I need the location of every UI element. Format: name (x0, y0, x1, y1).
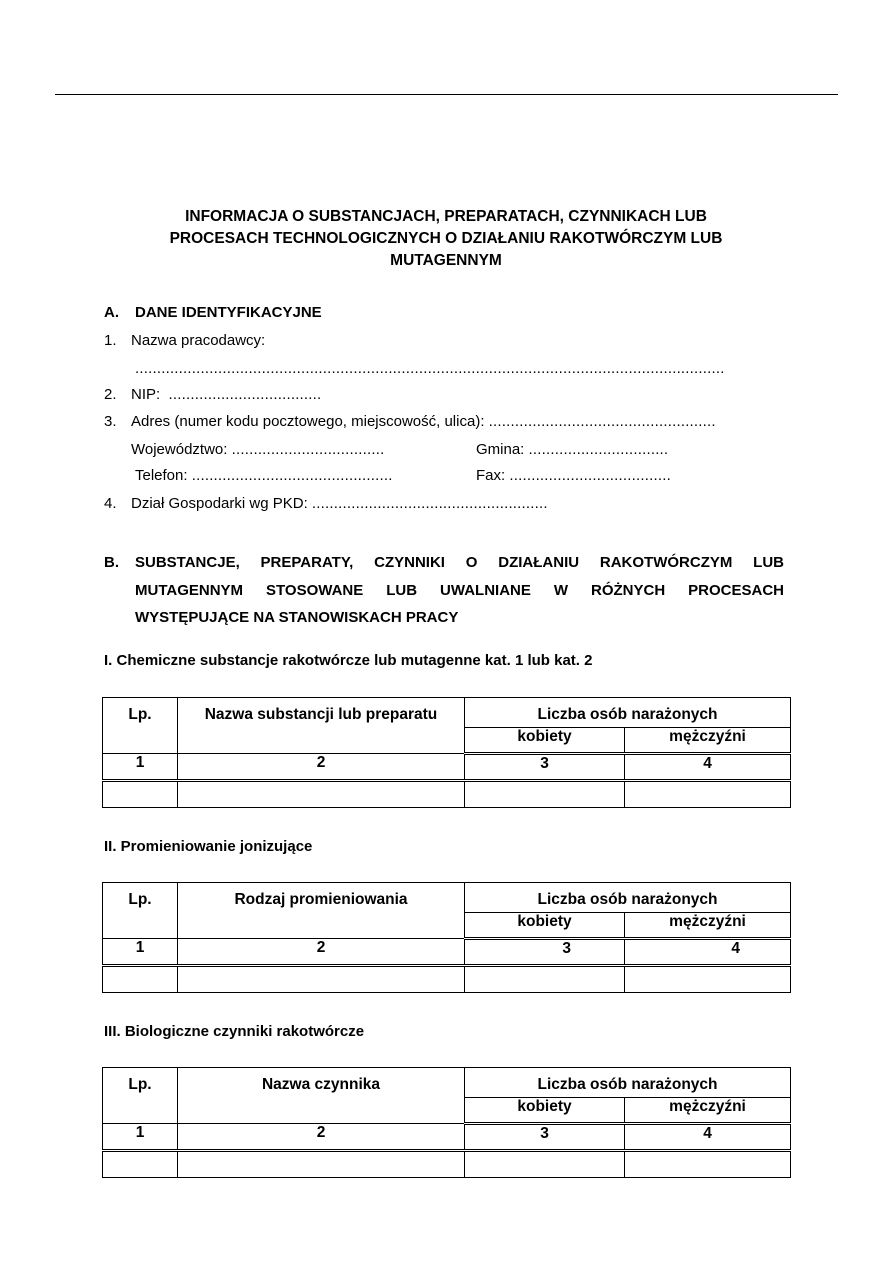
document-title (110, 206, 782, 272)
item-number: 3. (104, 413, 117, 430)
section-title: DANE IDENTYFIKACYJNE (135, 304, 322, 321)
cell-lp[interactable] (103, 966, 178, 993)
col-header-lp: Lp. (103, 698, 178, 754)
cell-lp[interactable] (103, 781, 178, 808)
header-rule (55, 94, 838, 95)
col-header-men: mężczyźni (625, 913, 791, 939)
col-header-lp: Lp. (103, 1068, 178, 1124)
nip-field[interactable]: ................................... (168, 386, 322, 403)
column-index: 4 (625, 754, 791, 781)
column-index: 3 (465, 1124, 625, 1151)
table-row (103, 781, 791, 808)
column-index: 4 (625, 1124, 791, 1151)
fax-label: Fax: (476, 467, 506, 484)
table-row (103, 1151, 791, 1178)
biological-agents-table (102, 1067, 791, 1178)
fax-line (476, 467, 671, 485)
section-letter: B. (104, 554, 119, 571)
cell-name[interactable] (178, 781, 465, 808)
cell-men[interactable] (625, 966, 791, 993)
nip-line (104, 386, 321, 404)
employer-name-field[interactable]: ....................................................................................................................................... (135, 360, 725, 377)
column-index-row (103, 1124, 791, 1151)
subsection-heading: III. Biologiczne czynniki rakotwórcze (104, 1023, 365, 1040)
item-number: 2. (104, 386, 117, 403)
voivodeship-line (131, 441, 384, 459)
item-number: 1. (104, 332, 117, 349)
column-index: 2 (178, 1124, 465, 1151)
ionizing-radiation-table (102, 882, 791, 993)
column-index: 2 (178, 754, 465, 781)
section-letter: A. (104, 304, 119, 321)
section-b-heading (104, 549, 784, 626)
column-index: 3 (465, 939, 625, 966)
col-header-men: mężczyźni (625, 1098, 791, 1124)
address-line (104, 413, 716, 431)
section-title: SUBSTANCJE, PREPARATY, CZYNNIKI O DZIAŁANIU RAKOTWÓRCZYM LUB MUTAGENNYM STOSOWANE LUB UWALNIANE W RÓŻNYCH PROCESACH WYSTĘPUJĄCE NA STANOWISKACH PRACY (135, 554, 784, 626)
col-header-name: Rodzaj promieniowania (178, 883, 465, 939)
column-index: 1 (103, 939, 178, 966)
column-index-row (103, 754, 791, 781)
col-header-women: kobiety (465, 728, 625, 754)
voivodeship-field[interactable]: ................................... (231, 441, 385, 458)
column-index: 3 (465, 754, 625, 781)
col-header-women: kobiety (465, 1098, 625, 1124)
pkd-field[interactable]: ...................................................... (311, 495, 548, 512)
pkd-label: Dział Gospodarki wg PKD: (131, 495, 308, 512)
title-line: INFORMACJA O SUBSTANCJACH, PREPARATACH, CZYNNIKACH LUB (185, 208, 707, 225)
col-header-women: kobiety (465, 913, 625, 939)
address-label: Adres (numer kodu pocztowego, miejscowość, ulica): (131, 413, 485, 430)
col-header-men: mężczyźni (625, 728, 791, 754)
subsection-heading: I. Chemiczne substancje rakotwórcze lub mutagenne kat. 1 lub kat. 2 (104, 652, 593, 669)
commune-line (476, 441, 668, 459)
cell-men[interactable] (625, 781, 791, 808)
col-header-exposed-count: Liczba osób narażonych (465, 883, 791, 913)
commune-field[interactable]: ................................ (528, 441, 669, 458)
section-a-heading (104, 304, 322, 321)
pkd-line (104, 495, 548, 513)
cell-lp[interactable] (103, 1151, 178, 1178)
column-index: 4 (625, 939, 791, 966)
column-index: 2 (178, 939, 465, 966)
col-header-exposed-count: Liczba osób narażonych (465, 698, 791, 728)
cell-women[interactable] (465, 966, 625, 993)
commune-label: Gmina: (476, 441, 525, 458)
employer-name-label-line (104, 332, 265, 350)
phone-field[interactable]: .............................................. (191, 467, 393, 484)
item-number: 4. (104, 495, 117, 512)
column-index: 1 (103, 754, 178, 781)
col-header-exposed-count: Liczba osób narażonych (465, 1068, 791, 1098)
cell-women[interactable] (465, 781, 625, 808)
voivodeship-label: Województwo: (131, 441, 228, 458)
title-line: PROCESACH TECHNOLOGICZNYCH O DZIAŁANIU RAKOTWÓRCZYM LUB (169, 230, 723, 247)
cell-name[interactable] (178, 1151, 465, 1178)
cell-name[interactable] (178, 966, 465, 993)
col-header-name: Nazwa czynnika (178, 1068, 465, 1124)
column-index: 1 (103, 1124, 178, 1151)
fax-field[interactable]: ..................................... (509, 467, 671, 484)
subsection-heading: II. Promieniowanie jonizujące (104, 838, 313, 855)
table-row (103, 966, 791, 993)
nip-label: NIP: (131, 386, 161, 403)
col-header-name: Nazwa substancji lub preparatu (178, 698, 465, 754)
address-field[interactable]: .................................................... (488, 413, 716, 430)
phone-line (135, 467, 393, 485)
title-line: MUTAGENNYM (390, 252, 502, 269)
column-index-row (103, 939, 791, 966)
employer-name-label: Nazwa pracodawcy: (131, 332, 266, 349)
cell-men[interactable] (625, 1151, 791, 1178)
col-header-lp: Lp. (103, 883, 178, 939)
phone-label: Telefon: (135, 467, 188, 484)
cell-women[interactable] (465, 1151, 625, 1178)
chemical-substances-table (102, 697, 791, 808)
